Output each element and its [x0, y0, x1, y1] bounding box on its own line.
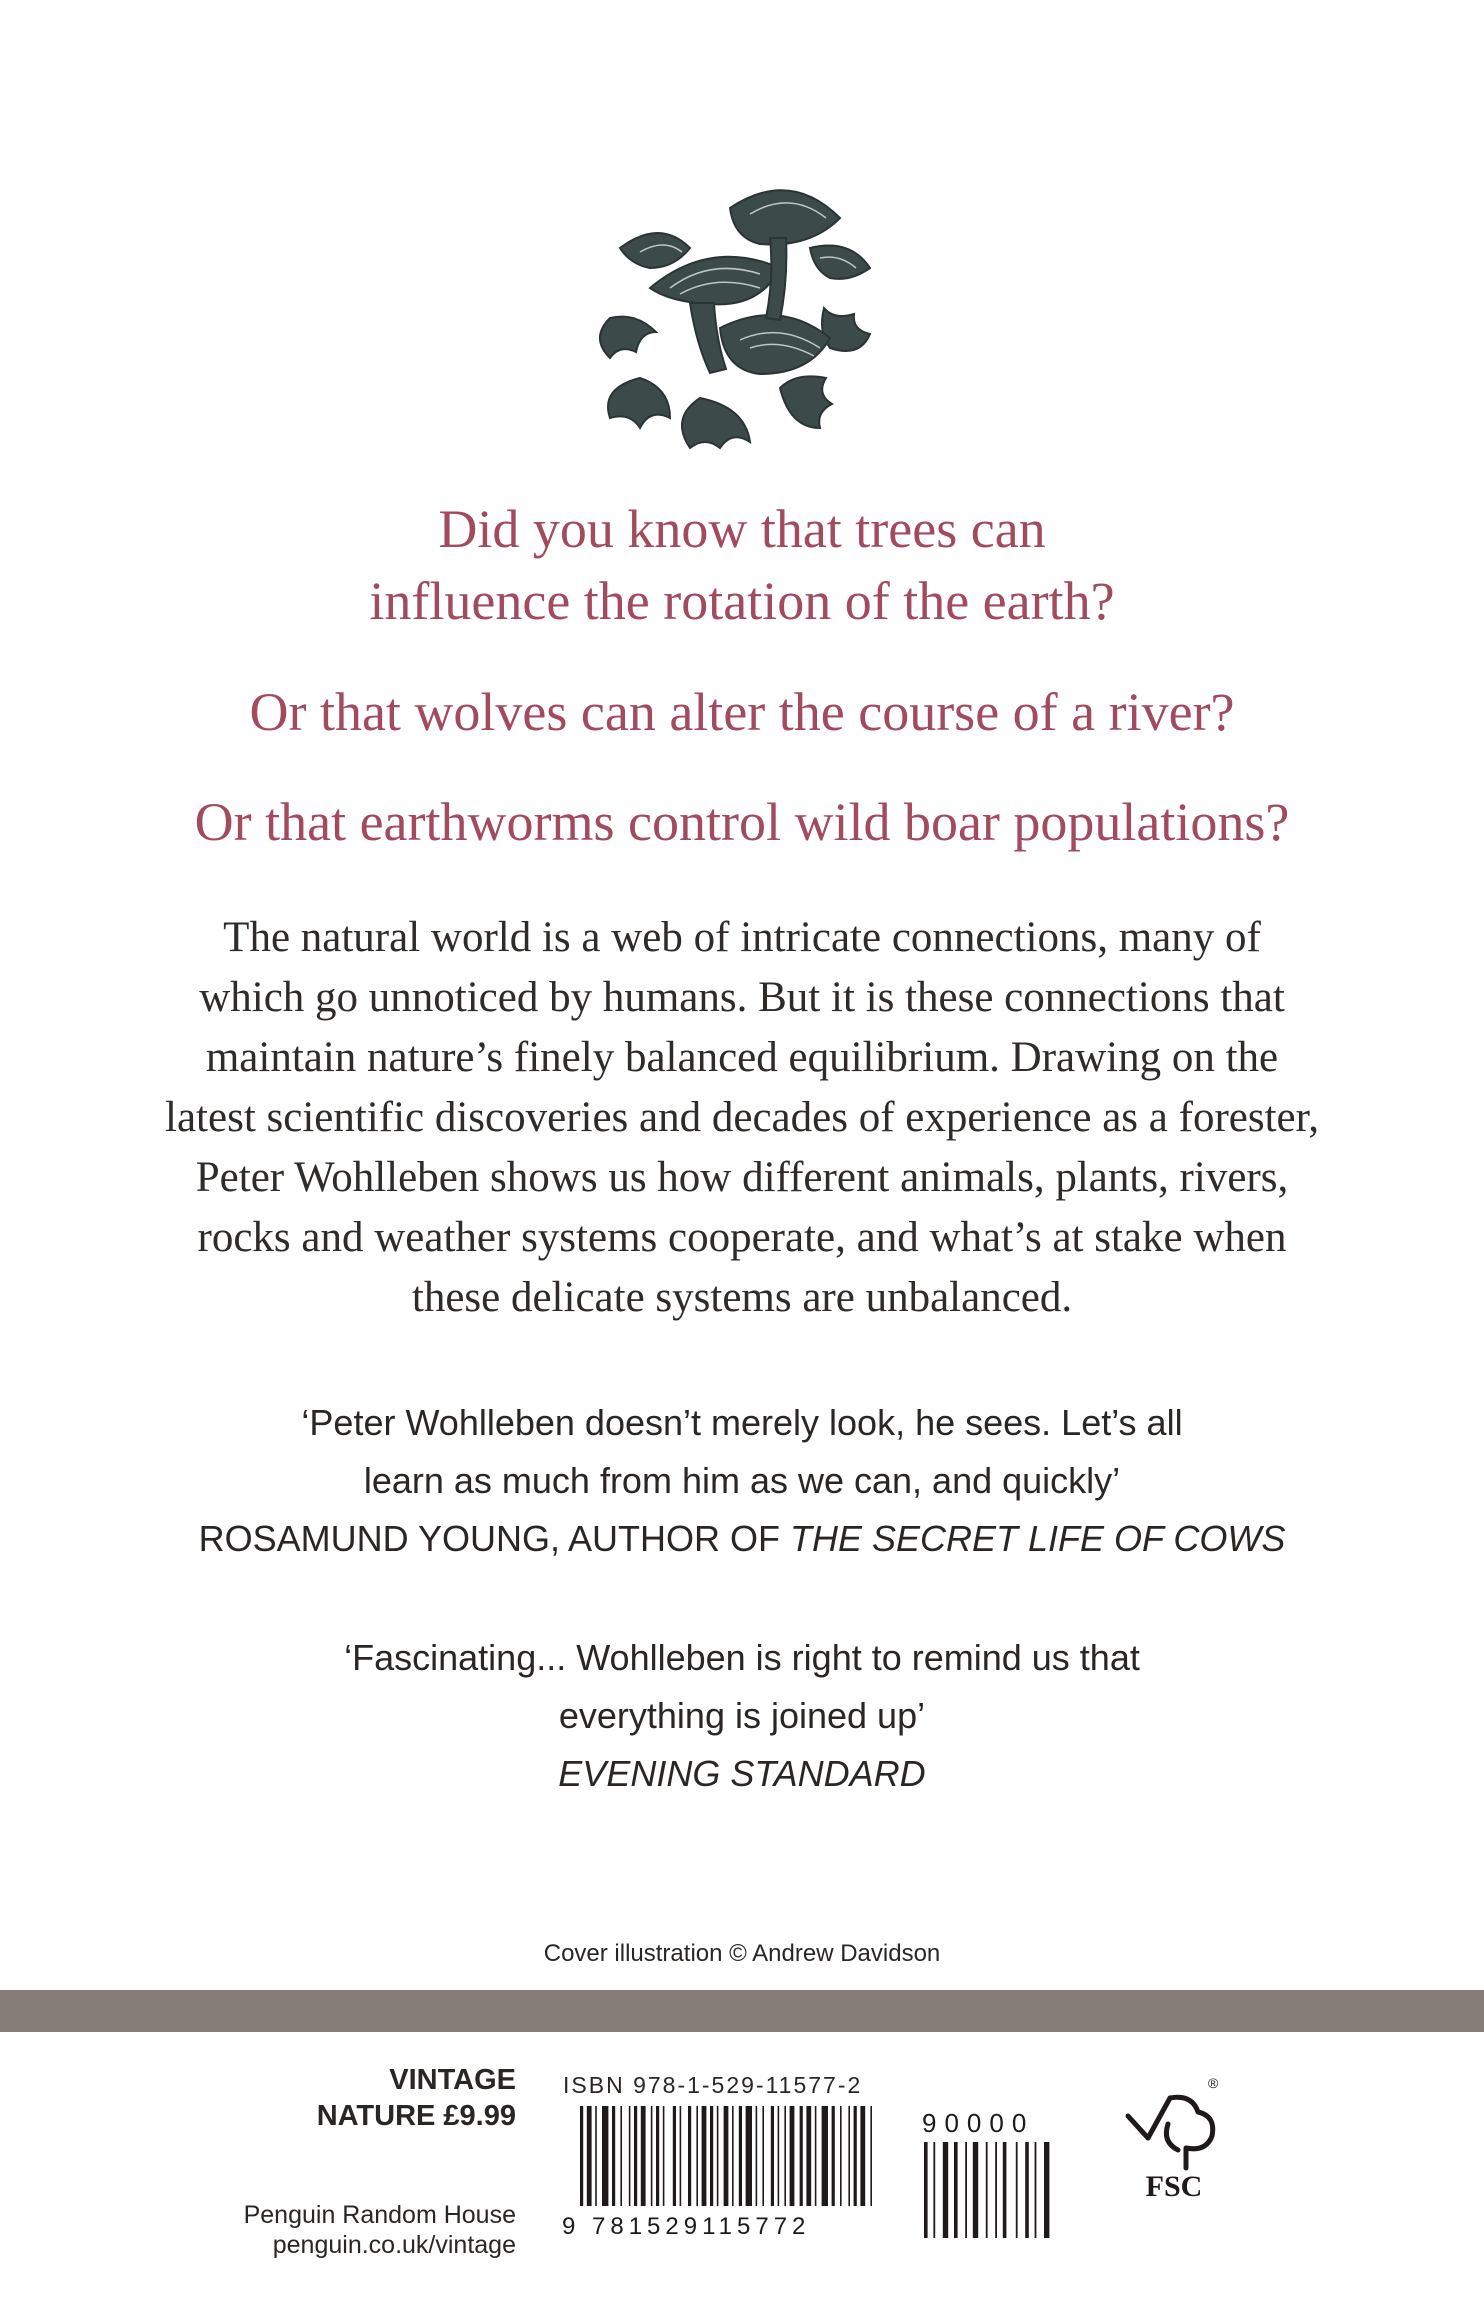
publisher-house-name: Penguin Random House: [243, 2201, 516, 2229]
addon-bar: [1044, 2142, 1049, 2238]
addon-bar: [973, 2142, 978, 2238]
addon-bar: [924, 2142, 928, 2238]
addon-bar: [1035, 2142, 1037, 2238]
barcode-bar: [771, 2106, 774, 2206]
barcode-bar: [663, 2106, 665, 2206]
barcode-bar: [860, 2106, 865, 2206]
barcode-bar: [778, 2106, 780, 2206]
blurb-line: rocks and weather systems cooperate, and what’s at stake when: [197, 1214, 1287, 1261]
quote-line: learn as much from him as we can, and quickly’: [363, 1460, 1121, 1501]
category-price: NATURE £9.99: [316, 2100, 516, 2132]
fsc-logo: [1118, 2076, 1230, 2208]
blurb-line: which go unnoticed by humans. But it is these connections that: [199, 974, 1285, 1021]
price-addon-barcode: [912, 2106, 1062, 2238]
addon-bar: [1025, 2142, 1029, 2238]
barcode-bar: [602, 2106, 608, 2206]
barcode-bar: [680, 2106, 682, 2206]
barcode-bar: [673, 2106, 676, 2206]
blurb-line: these delicate systems are unbalanced.: [411, 1274, 1073, 1321]
review-quote-rosamund-young: [0, 1394, 1484, 1568]
barcode-bar: [732, 2106, 734, 2206]
barcode-digits: 781529115772: [592, 2213, 811, 2238]
isbn-barcode: [560, 2106, 890, 2238]
divider-band: [0, 1990, 1484, 2032]
publisher-url: penguin.co.uk/vintage: [272, 2231, 516, 2259]
addon-bar: [986, 2142, 988, 2238]
addon-digits: 90000: [922, 2108, 1035, 2138]
addon-bar: [995, 2142, 997, 2238]
barcode-bar: [784, 2106, 786, 2206]
barcode-bar: [595, 2106, 597, 2206]
registered-mark: ®: [1208, 2076, 1219, 2091]
fsc-label: FSC: [1145, 2170, 1203, 2203]
barcode-bar: [702, 2106, 707, 2206]
addon-bar: [1003, 2142, 1007, 2238]
blurb-line: maintain nature’s finely balanced equilibrium. Drawing on the: [205, 1034, 1279, 1081]
book-blurb: [60, 908, 1424, 1328]
barcode-bar: [832, 2106, 835, 2206]
barcode-bar: [806, 2106, 811, 2206]
publisher-house: [180, 2200, 516, 2260]
barcode-bar: [800, 2106, 803, 2206]
barcode-bar: [587, 2106, 592, 2206]
addon-bar: [933, 2142, 935, 2238]
barcode-bar: [641, 2106, 646, 2206]
quote-line: ‘Peter Wohlleben doesn’t merely look, he sees. Let’s all: [301, 1402, 1183, 1443]
barcode-bar: [656, 2106, 659, 2206]
barcode-bar: [756, 2106, 758, 2206]
barcode-bar: [815, 2106, 817, 2206]
cover-illustration-credit: Cover illustration © Andrew Davidson: [543, 1940, 941, 1967]
quote-attribution: EVENING STANDARD: [558, 1753, 926, 1794]
addon-bar: [943, 2142, 948, 2238]
quote-attribution: [0, 1510, 1484, 1568]
review-quote-evening-standard: [0, 1629, 1484, 1803]
headline-trees-line-2: influence the rotation of the earth?: [369, 571, 1115, 631]
barcode-bar: [724, 2106, 729, 2206]
imprint-name: VINTAGE: [389, 2064, 516, 2096]
tree-check-icon: [1128, 2097, 1213, 2168]
barcode-bar: [840, 2106, 842, 2206]
attribution-book-title: THE SECRET LIFE OF COWS: [790, 1518, 1286, 1559]
barcode-lead-digit: 9: [562, 2213, 576, 2238]
headline-trees: [0, 493, 1484, 637]
addon-bar: [1016, 2142, 1018, 2238]
mushroom-illustration: [580, 168, 900, 468]
barcode-bar: [854, 2106, 857, 2206]
blurb-line: The natural world is a web of intricate connections, many of: [223, 914, 1261, 961]
headline-trees-line-1: Did you know that trees can: [438, 499, 1046, 559]
barcode-bar: [696, 2106, 698, 2206]
quote-line: ‘Fascinating... Wohlleben is right to remind us that: [344, 1637, 1140, 1678]
isbn-label: ISBN 978-1-529-11577-2: [563, 2072, 863, 2098]
headline-earthworms: Or that earthworms control wild boar populations?: [194, 792, 1290, 852]
attribution-author: ROSAMUND YOUNG, AUTHOR OF: [198, 1518, 790, 1559]
barcode-bar: [717, 2106, 719, 2206]
barcode-bar: [822, 2106, 828, 2206]
blurb-line: Peter Wohlleben shows us how different animals, plants, rivers,: [195, 1154, 1289, 1201]
quote-line: everything is joined up’: [558, 1695, 926, 1736]
barcode-bar: [762, 2106, 764, 2206]
blurb-line: latest scientific discoveries and decades of experience as a forester,: [165, 1094, 1319, 1141]
barcode-bar: [612, 2106, 615, 2206]
headline-wolves: Or that wolves can alter the course of a river?: [249, 682, 1235, 742]
barcode-bar: [651, 2106, 653, 2206]
barcode-bar: [629, 2106, 631, 2206]
barcode-bar: [870, 2106, 872, 2206]
barcode-bar: [620, 2106, 622, 2206]
barcode-bar: [746, 2106, 752, 2206]
addon-bar: [954, 2142, 958, 2238]
addon-bar: [965, 2142, 967, 2238]
publisher-info: [180, 2062, 516, 2260]
barcode-bar: [710, 2106, 713, 2206]
